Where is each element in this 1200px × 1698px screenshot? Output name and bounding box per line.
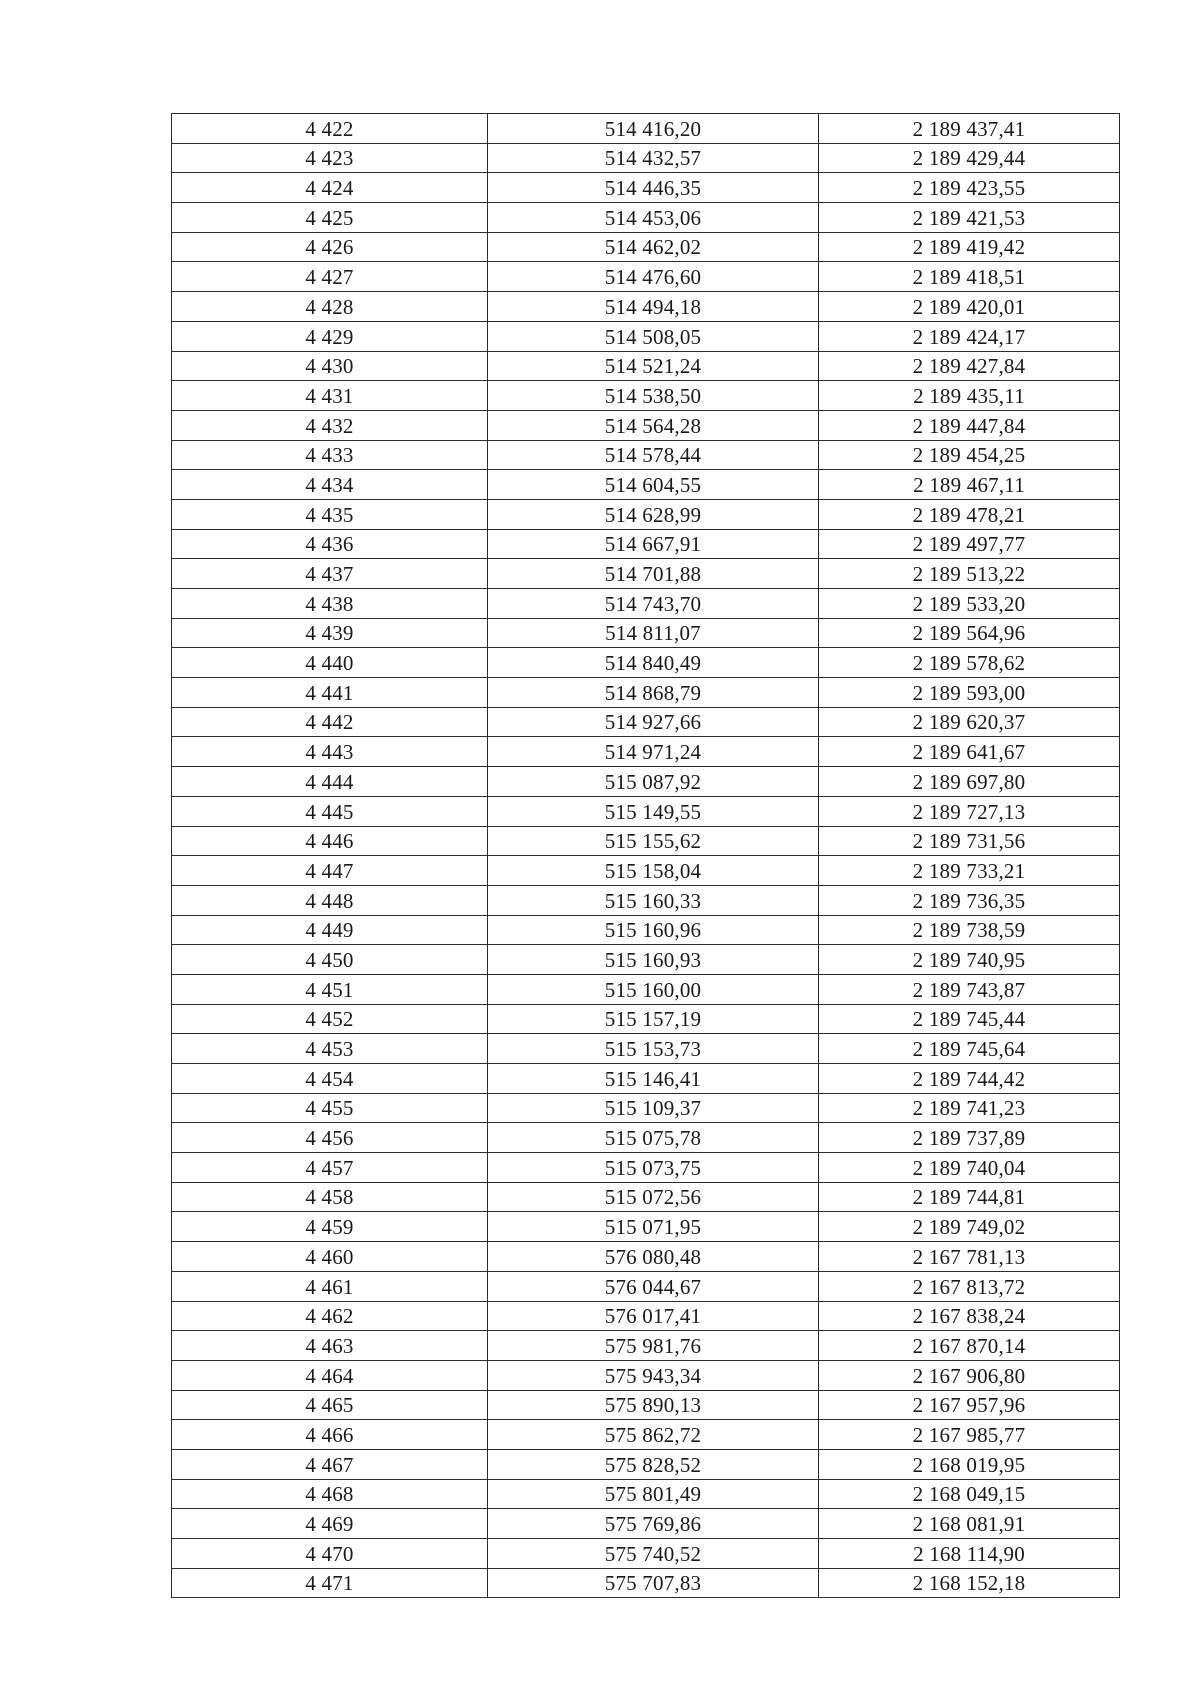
table-row — [172, 262, 1120, 292]
table-row — [172, 1420, 1120, 1450]
x-coordinate-cell: 514 462,02 — [488, 232, 819, 262]
x-coordinate-cell: 575 943,34 — [488, 1360, 819, 1390]
x-coordinate-cell: 515 160,33 — [488, 885, 819, 915]
y-coordinate-cell: 2 189 419,42 — [819, 232, 1120, 262]
x-coordinate-cell: 514 453,06 — [488, 203, 819, 233]
point-number-cell: 4 469 — [172, 1509, 488, 1539]
point-number-cell: 4 442 — [172, 707, 488, 737]
y-coordinate-cell: 2 189 420,01 — [819, 292, 1120, 322]
point-number-cell: 4 429 — [172, 321, 488, 351]
x-coordinate-cell: 514 927,66 — [488, 707, 819, 737]
table-row — [172, 945, 1120, 975]
y-coordinate-cell: 2 189 737,89 — [819, 1123, 1120, 1153]
x-coordinate-cell: 515 073,75 — [488, 1153, 819, 1183]
table-row — [172, 826, 1120, 856]
y-coordinate-cell: 2 189 578,62 — [819, 648, 1120, 678]
point-number-cell: 4 471 — [172, 1568, 488, 1598]
y-coordinate-cell: 2 189 454,25 — [819, 440, 1120, 470]
x-coordinate-cell: 515 072,56 — [488, 1182, 819, 1212]
point-number-cell: 4 459 — [172, 1212, 488, 1242]
y-coordinate-cell: 2 167 838,24 — [819, 1301, 1120, 1331]
point-number-cell: 4 454 — [172, 1064, 488, 1094]
y-coordinate-cell: 2 167 870,14 — [819, 1331, 1120, 1361]
table-row — [172, 1331, 1120, 1361]
y-coordinate-cell: 2 189 731,56 — [819, 826, 1120, 856]
x-coordinate-cell: 514 446,35 — [488, 173, 819, 203]
x-coordinate-cell: 514 416,20 — [488, 114, 819, 144]
y-coordinate-cell: 2 189 423,55 — [819, 173, 1120, 203]
table-row — [172, 796, 1120, 826]
y-coordinate-cell: 2 189 749,02 — [819, 1212, 1120, 1242]
y-coordinate-cell: 2 189 564,96 — [819, 618, 1120, 648]
y-coordinate-cell: 2 189 513,22 — [819, 559, 1120, 589]
point-number-cell: 4 427 — [172, 262, 488, 292]
x-coordinate-cell: 575 890,13 — [488, 1390, 819, 1420]
point-number-cell: 4 428 — [172, 292, 488, 322]
point-number-cell: 4 423 — [172, 143, 488, 173]
point-number-cell: 4 456 — [172, 1123, 488, 1153]
table-row — [172, 1539, 1120, 1569]
table-row — [172, 618, 1120, 648]
point-number-cell: 4 464 — [172, 1360, 488, 1390]
table-row — [172, 974, 1120, 1004]
x-coordinate-cell: 575 801,49 — [488, 1479, 819, 1509]
x-coordinate-cell: 575 707,83 — [488, 1568, 819, 1598]
table-row — [172, 1212, 1120, 1242]
point-number-cell: 4 436 — [172, 529, 488, 559]
x-coordinate-cell: 514 811,07 — [488, 618, 819, 648]
table-row — [172, 856, 1120, 886]
table-row — [172, 1123, 1120, 1153]
y-coordinate-cell: 2 189 429,44 — [819, 143, 1120, 173]
point-number-cell: 4 444 — [172, 767, 488, 797]
y-coordinate-cell: 2 167 957,96 — [819, 1390, 1120, 1420]
table-row — [172, 1509, 1120, 1539]
y-coordinate-cell: 2 168 019,95 — [819, 1449, 1120, 1479]
table-row — [172, 1242, 1120, 1272]
x-coordinate-cell: 514 868,79 — [488, 678, 819, 708]
y-coordinate-cell: 2 189 533,20 — [819, 589, 1120, 619]
x-coordinate-cell: 576 080,48 — [488, 1242, 819, 1272]
coordinates-table — [171, 113, 1120, 1598]
y-coordinate-cell: 2 189 697,80 — [819, 767, 1120, 797]
table-row — [172, 885, 1120, 915]
point-number-cell: 4 448 — [172, 885, 488, 915]
point-number-cell: 4 435 — [172, 499, 488, 529]
y-coordinate-cell: 2 168 114,90 — [819, 1539, 1120, 1569]
x-coordinate-cell: 514 432,57 — [488, 143, 819, 173]
point-number-cell: 4 432 — [172, 410, 488, 440]
x-coordinate-cell: 515 087,92 — [488, 767, 819, 797]
y-coordinate-cell: 2 189 727,13 — [819, 796, 1120, 826]
x-coordinate-cell: 575 740,52 — [488, 1539, 819, 1569]
point-number-cell: 4 467 — [172, 1449, 488, 1479]
y-coordinate-cell: 2 189 740,04 — [819, 1153, 1120, 1183]
table-row — [172, 1360, 1120, 1390]
y-coordinate-cell: 2 189 447,84 — [819, 410, 1120, 440]
table-row — [172, 351, 1120, 381]
x-coordinate-cell: 575 828,52 — [488, 1449, 819, 1479]
x-coordinate-cell: 514 743,70 — [488, 589, 819, 619]
table-row — [172, 173, 1120, 203]
y-coordinate-cell: 2 189 733,21 — [819, 856, 1120, 886]
y-coordinate-cell: 2 189 744,81 — [819, 1182, 1120, 1212]
point-number-cell: 4 424 — [172, 173, 488, 203]
x-coordinate-cell: 515 158,04 — [488, 856, 819, 886]
point-number-cell: 4 441 — [172, 678, 488, 708]
y-coordinate-cell: 2 189 421,53 — [819, 203, 1120, 233]
x-coordinate-cell: 515 109,37 — [488, 1093, 819, 1123]
x-coordinate-cell: 514 508,05 — [488, 321, 819, 351]
point-number-cell: 4 445 — [172, 796, 488, 826]
table-row — [172, 1093, 1120, 1123]
x-coordinate-cell: 515 160,96 — [488, 915, 819, 945]
point-number-cell: 4 462 — [172, 1301, 488, 1331]
x-coordinate-cell: 515 155,62 — [488, 826, 819, 856]
y-coordinate-cell: 2 189 427,84 — [819, 351, 1120, 381]
table-row — [172, 678, 1120, 708]
y-coordinate-cell: 2 189 437,41 — [819, 114, 1120, 144]
table-row — [172, 203, 1120, 233]
y-coordinate-cell: 2 189 620,37 — [819, 707, 1120, 737]
point-number-cell: 4 431 — [172, 381, 488, 411]
y-coordinate-cell: 2 189 738,59 — [819, 915, 1120, 945]
x-coordinate-cell: 576 017,41 — [488, 1301, 819, 1331]
x-coordinate-cell: 514 578,44 — [488, 440, 819, 470]
table-row — [172, 1271, 1120, 1301]
table-row — [172, 648, 1120, 678]
point-number-cell: 4 457 — [172, 1153, 488, 1183]
point-number-cell: 4 460 — [172, 1242, 488, 1272]
point-number-cell: 4 466 — [172, 1420, 488, 1450]
point-number-cell: 4 425 — [172, 203, 488, 233]
table-row — [172, 1568, 1120, 1598]
point-number-cell: 4 443 — [172, 737, 488, 767]
x-coordinate-cell: 514 604,55 — [488, 470, 819, 500]
table-row — [172, 529, 1120, 559]
x-coordinate-cell: 515 157,19 — [488, 1004, 819, 1034]
y-coordinate-cell: 2 189 424,17 — [819, 321, 1120, 351]
table-row — [172, 915, 1120, 945]
point-number-cell: 4 422 — [172, 114, 488, 144]
table-row — [172, 1004, 1120, 1034]
table-row — [172, 1153, 1120, 1183]
y-coordinate-cell: 2 189 641,67 — [819, 737, 1120, 767]
y-coordinate-cell: 2 167 985,77 — [819, 1420, 1120, 1450]
table-row — [172, 1390, 1120, 1420]
point-number-cell: 4 470 — [172, 1539, 488, 1569]
table-row — [172, 1182, 1120, 1212]
x-coordinate-cell: 514 840,49 — [488, 648, 819, 678]
x-coordinate-cell: 515 075,78 — [488, 1123, 819, 1153]
point-number-cell: 4 452 — [172, 1004, 488, 1034]
point-number-cell: 4 453 — [172, 1034, 488, 1064]
y-coordinate-cell: 2 189 740,95 — [819, 945, 1120, 975]
point-number-cell: 4 451 — [172, 974, 488, 1004]
table-row — [172, 321, 1120, 351]
x-coordinate-cell: 514 701,88 — [488, 559, 819, 589]
table-row — [172, 559, 1120, 589]
y-coordinate-cell: 2 168 049,15 — [819, 1479, 1120, 1509]
y-coordinate-cell: 2 168 152,18 — [819, 1568, 1120, 1598]
point-number-cell: 4 463 — [172, 1331, 488, 1361]
x-coordinate-cell: 515 160,93 — [488, 945, 819, 975]
y-coordinate-cell: 2 189 745,64 — [819, 1034, 1120, 1064]
y-coordinate-cell: 2 189 418,51 — [819, 262, 1120, 292]
table-row — [172, 1479, 1120, 1509]
document-page — [171, 113, 1119, 1598]
x-coordinate-cell: 514 564,28 — [488, 410, 819, 440]
x-coordinate-cell: 576 044,67 — [488, 1271, 819, 1301]
point-number-cell: 4 440 — [172, 648, 488, 678]
table-row — [172, 1301, 1120, 1331]
x-coordinate-cell: 515 160,00 — [488, 974, 819, 1004]
table-row — [172, 470, 1120, 500]
y-coordinate-cell: 2 167 813,72 — [819, 1271, 1120, 1301]
coordinates-table-body — [172, 114, 1120, 1598]
y-coordinate-cell: 2 189 744,42 — [819, 1064, 1120, 1094]
table-row — [172, 410, 1120, 440]
y-coordinate-cell: 2 189 745,44 — [819, 1004, 1120, 1034]
point-number-cell: 4 434 — [172, 470, 488, 500]
y-coordinate-cell: 2 189 497,77 — [819, 529, 1120, 559]
point-number-cell: 4 450 — [172, 945, 488, 975]
table-row — [172, 114, 1120, 144]
table-row — [172, 143, 1120, 173]
point-number-cell: 4 438 — [172, 589, 488, 619]
x-coordinate-cell: 575 981,76 — [488, 1331, 819, 1361]
y-coordinate-cell: 2 189 593,00 — [819, 678, 1120, 708]
x-coordinate-cell: 514 667,91 — [488, 529, 819, 559]
table-row — [172, 767, 1120, 797]
point-number-cell: 4 430 — [172, 351, 488, 381]
y-coordinate-cell: 2 189 467,11 — [819, 470, 1120, 500]
point-number-cell: 4 455 — [172, 1093, 488, 1123]
point-number-cell: 4 461 — [172, 1271, 488, 1301]
x-coordinate-cell: 514 538,50 — [488, 381, 819, 411]
x-coordinate-cell: 515 146,41 — [488, 1064, 819, 1094]
table-row — [172, 589, 1120, 619]
y-coordinate-cell: 2 167 906,80 — [819, 1360, 1120, 1390]
x-coordinate-cell: 514 476,60 — [488, 262, 819, 292]
table-row — [172, 499, 1120, 529]
y-coordinate-cell: 2 168 081,91 — [819, 1509, 1120, 1539]
table-row — [172, 737, 1120, 767]
table-row — [172, 232, 1120, 262]
table-row — [172, 1449, 1120, 1479]
y-coordinate-cell: 2 189 743,87 — [819, 974, 1120, 1004]
y-coordinate-cell: 2 189 736,35 — [819, 885, 1120, 915]
y-coordinate-cell: 2 189 478,21 — [819, 499, 1120, 529]
y-coordinate-cell: 2 167 781,13 — [819, 1242, 1120, 1272]
y-coordinate-cell: 2 189 741,23 — [819, 1093, 1120, 1123]
x-coordinate-cell: 514 971,24 — [488, 737, 819, 767]
point-number-cell: 4 449 — [172, 915, 488, 945]
x-coordinate-cell: 514 628,99 — [488, 499, 819, 529]
point-number-cell: 4 468 — [172, 1479, 488, 1509]
y-coordinate-cell: 2 189 435,11 — [819, 381, 1120, 411]
x-coordinate-cell: 514 521,24 — [488, 351, 819, 381]
table-row — [172, 292, 1120, 322]
point-number-cell: 4 433 — [172, 440, 488, 470]
x-coordinate-cell: 515 071,95 — [488, 1212, 819, 1242]
point-number-cell: 4 458 — [172, 1182, 488, 1212]
x-coordinate-cell: 575 862,72 — [488, 1420, 819, 1450]
x-coordinate-cell: 515 149,55 — [488, 796, 819, 826]
table-row — [172, 1034, 1120, 1064]
table-row — [172, 440, 1120, 470]
x-coordinate-cell: 514 494,18 — [488, 292, 819, 322]
table-row — [172, 1064, 1120, 1094]
point-number-cell: 4 465 — [172, 1390, 488, 1420]
table-row — [172, 381, 1120, 411]
point-number-cell: 4 446 — [172, 826, 488, 856]
point-number-cell: 4 426 — [172, 232, 488, 262]
table-row — [172, 707, 1120, 737]
point-number-cell: 4 437 — [172, 559, 488, 589]
point-number-cell: 4 447 — [172, 856, 488, 886]
x-coordinate-cell: 515 153,73 — [488, 1034, 819, 1064]
x-coordinate-cell: 575 769,86 — [488, 1509, 819, 1539]
point-number-cell: 4 439 — [172, 618, 488, 648]
